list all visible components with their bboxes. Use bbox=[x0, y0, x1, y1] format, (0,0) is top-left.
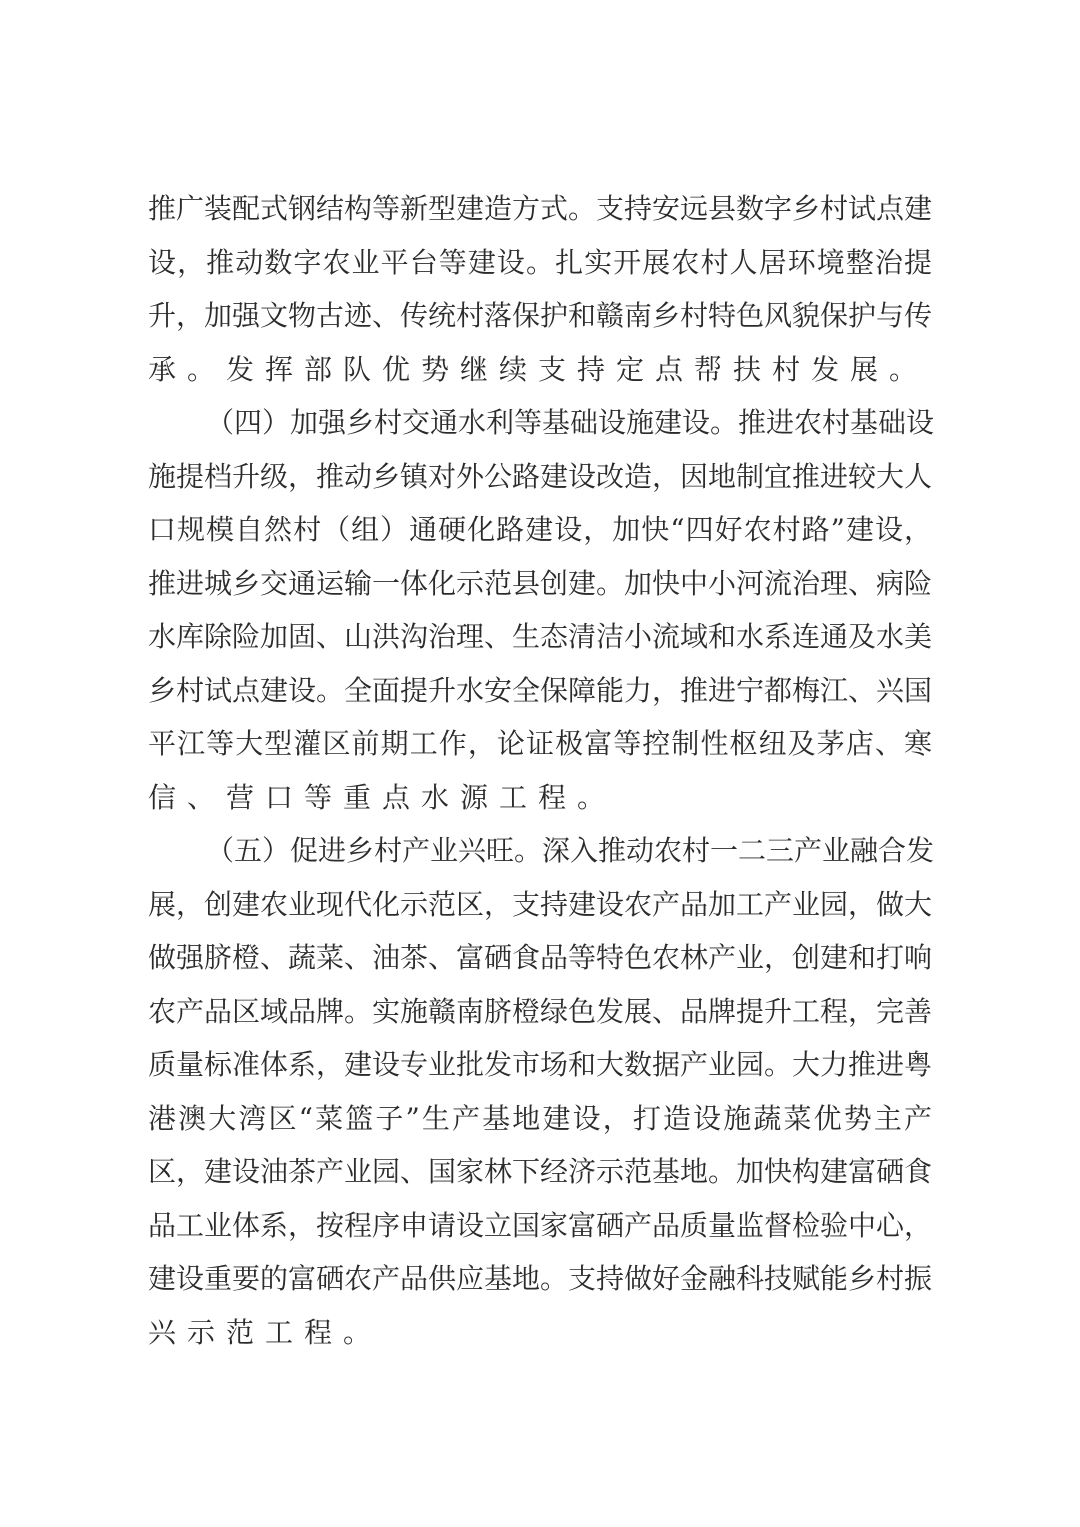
text-line: 水库除险加固、山洪沟治理、生态清洁小流域和水系连通及水美 bbox=[148, 620, 933, 653]
text-line: 口规模自然村（组）通硬化路建设，加快“四好农村路”建设， bbox=[148, 513, 932, 546]
text-line: 品工业体系，按程序申请设立国家富硒产品质量监督检验中心， bbox=[148, 1208, 933, 1242]
text-line: 推广装配式钢结构等新型建造方式。支持安远县数字乡村试点建 bbox=[148, 192, 933, 225]
text-line: 平江等大型灌区前期工作，论证极富等控制性枢纽及茅店、寒 bbox=[148, 727, 932, 760]
text-line: 升，加强文物古迹、传统村落保护和赣南乡村特色风貌保护与传 bbox=[148, 299, 933, 332]
text-line: 乡村试点建设。全面提升水安全保障能力，推进宁都梅江、兴国 bbox=[148, 673, 933, 707]
text-line: 区，建设油茶产业园、国家林下经济示范基地。加快构建富硒食 bbox=[148, 1155, 933, 1188]
section-heading-line: （四）加强乡村交通水利等基础设施建设。推进农村基础设 bbox=[206, 406, 935, 439]
text-line: 承。发挥部队优势继续支持定点帮扶村发展。 bbox=[148, 352, 929, 386]
text-line: 展，创建农业现代化示范区，支持建设农产品加工产业园，做大 bbox=[148, 887, 933, 921]
paragraph-section-5 bbox=[148, 824, 935, 1359]
paragraph-continuation bbox=[148, 182, 932, 396]
text-line: 农产品区域品牌。实施赣南脐橙绿色发展、品牌提升工程，完善 bbox=[148, 994, 933, 1028]
section-heading-line: （五）促进乡村产业兴旺。深入推动农村一二三产业融合发 bbox=[206, 834, 935, 867]
paragraph-section-4 bbox=[148, 396, 935, 824]
text-line: 设，推动数字农业平台等建设。扎实开展农村人居环境整治提 bbox=[148, 245, 932, 279]
text-line: 信、营口等重点水源工程。 bbox=[148, 780, 617, 814]
text-line: 推进城乡交通运输一体化示范县创建。加快中小河流治理、病险 bbox=[148, 566, 933, 600]
text-line: 做强脐橙、蔬菜、油茶、富硒食品等特色农林产业，创建和打响 bbox=[148, 941, 933, 974]
text-line: 兴示范工程。 bbox=[148, 1315, 383, 1349]
text-line: 施提档升级，推动乡镇对外公路建设改造，因地制宜推进较大人 bbox=[148, 459, 933, 493]
text-line: 建设重要的富硒农产品供应基地。支持做好金融科技赋能乡村振 bbox=[148, 1262, 933, 1295]
text-line: 港澳大湾区“菜篮子”生产基地建设，打造设施蔬菜优势主产 bbox=[148, 1101, 932, 1135]
text-line: 质量标准体系，建设专业批发市场和大数据产业园。大力推进粤 bbox=[148, 1048, 933, 1081]
document-page bbox=[148, 182, 935, 1359]
